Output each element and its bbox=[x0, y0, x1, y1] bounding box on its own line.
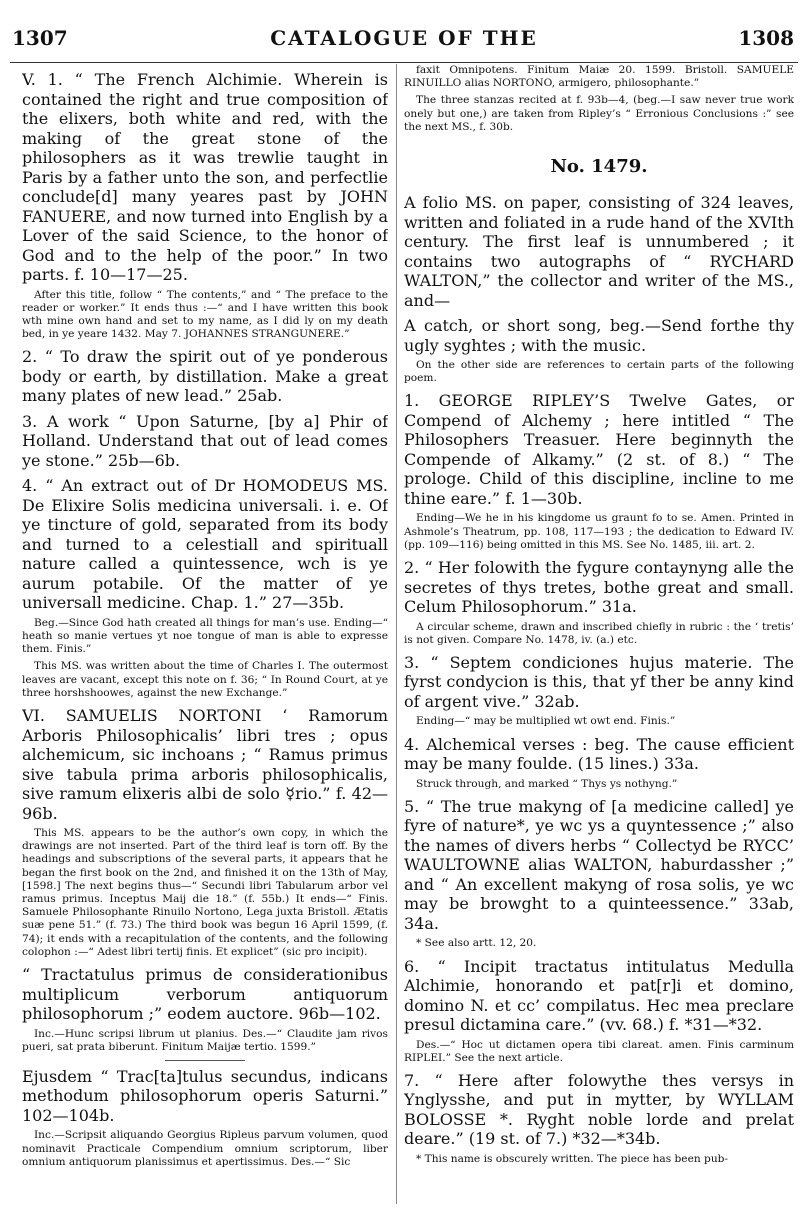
section-title: No. 1479. bbox=[550, 156, 648, 178]
item-2: 2. “ Her folowith the fygure contaynyng alle the secretes of thys tretes, bothe great and small. Celum Philosophorum.” 31a. bbox=[404, 558, 794, 617]
running-head: CATALOGUE OF THE bbox=[270, 26, 538, 50]
item-5: 5. “ The true makyng of [a medicine called] ye fyre of nature*, ye wc ys a quyntessence ;” also the names of divers herbs “ Collectyd be RYCC’ WAULTOWNE alias WALTON, haburdassher ;” and “ An excellent makyng of rosa solis, ye wc may be browght to a quinteessence.” 33ab, 34a. bbox=[404, 796, 794, 933]
item-4: 4. Alchemical verses : beg. The cause efficient may be many foulde. (15 lines.) 33a. bbox=[404, 734, 794, 774]
page-header bbox=[0, 0, 808, 52]
tractatulus-primus: “ Tractatulus primus de considerationibus multiplicum verborum antiquorum philosophorum ;” eodem auctore. 96b—102. bbox=[22, 965, 388, 1024]
note: A circular scheme, drawn and inscribed chiefly in rubric : the ‘ tretis’ is not given. Compare No. 1478, iv. (a.) etc. bbox=[404, 620, 794, 646]
note: faxit Omnipotens. Finitum Maiæ 20. 1599. Bristoll. SAMUELE RINUILLO alias NORTONO, armigero, philosophante.” bbox=[404, 64, 794, 90]
column-divider bbox=[396, 64, 397, 1204]
divider-rule bbox=[165, 1060, 245, 1061]
item-v-2: 2. “ To draw the spirit out of ye ponderous body or earth, by distillation. Make a great many plates of new lead.” 25ab. bbox=[22, 347, 388, 406]
item-vi: VI. SAMUELIS NORTONI ‘ Ramorum Arboris Philosophicalis’ libri tres ; opus alchemicum, sic inchoans ; “ Ramus primus sive tabula prima arboris philosophicalis, sive ramum elixeris albi de solo ☿rio.” f. 42—96b. bbox=[22, 706, 388, 823]
catch-entry: A catch, or short song, beg.—Send forthe thy ugly syghtes ; with the music. bbox=[404, 316, 794, 355]
note: * See also artt. 12, 20. bbox=[416, 937, 537, 950]
note: Ending—We he in his kingdome us graunt fo to se. Amen. Printed in Ashmole’s Theatrum, pp. 108, 117—193 ; the dedication to Edward IV. (pp. 109—116) being omitted in this MS. See No. 1485, iii. art. 2. bbox=[404, 512, 794, 551]
item-3: 3. “ Septem condiciones hujus materie. The fyrst condycion is this, that yf ther be anny kind of argent vive.” 32ab. bbox=[404, 652, 794, 711]
right-column bbox=[404, 64, 794, 1170]
header-rule bbox=[10, 62, 798, 63]
left-column bbox=[22, 64, 388, 1173]
note: Inc.—Hunc scripsi librum ut planius. Des.—“ Claudite jam rivos pueri, sat prata biberunt. Finitum Maijæ tertio. 1599.” bbox=[22, 1027, 388, 1053]
item-v-3: 3. A work “ Upon Saturne, [by a] Phir of Holland. Understand that out of lead comes ye stone.” 25b—6b. bbox=[22, 411, 388, 470]
note: Struck through, and marked “ Thys ys nothyng.” bbox=[416, 777, 678, 790]
item-1: 1. GEORGE RIPLEY’S Twelve Gates, or Compend of Alchemy ; here intitled “ The Philosophers Treasuer. Here beginnyth the Compende of Alkamy.” (2 st. of 8.) “ The prologe. Child of this discipline, incline to me thine eare.” f. 1—30b. bbox=[404, 391, 794, 508]
note: Ending—“ may be multiplied wt owt end. Finis.” bbox=[416, 715, 676, 728]
ms-description: A folio MS. on paper, consisting of 324 leaves, written and foliated in a rude hand of the XVIth century. The first leaf is unnumbered ; it contains two autographs of “ RYCHARD WALTON,” the collector and writer of the MS., and— bbox=[404, 193, 794, 310]
note: Des.—“ Hoc ut dictamen opera tibi clareat. amen. Finis carminum RIPLEI.” See the next article. bbox=[404, 1038, 794, 1064]
note: * This name is obscurely written. The piece has been pub- bbox=[416, 1152, 728, 1165]
note: This MS. appears to be the author’s own copy, in which the drawings are not inserted. Part of the third leaf is torn off. By the headings and subscriptions of the several parts, it appears that he began the first book on the 2nd, and finished it on the 13th of May, [1598.] The next begins thus—“ Secundi libri Tabularum arbor vel ramus primus. Inceptus Maij die 18.” (f. 55b.) It ends—“ Finis. Samuele Philosophante Rinuilo Nortono, Lega juxta Bristoll. Ætatis suæ pene 51.” (f. 73.) The third book was begun 16 April 1599, (f. 74); it ends with a recapitulation of the contents, and the following colophon :—“ Adest libri tertij finis. Et explicet” (sic pro incipit). bbox=[22, 827, 388, 958]
item-v-1: V. 1. “ The French Alchimie. Wherein is contained the right and true composition of the elixers, both white and red, with the making of the great stone of the philosophers as it was trewlie taught in Paris by a father unto the son, and perfectlie conclude[d] many yeares past by JOHN FANUERE, and now turned into English by a Lover of the said Science, to the honor of God and to the help of the poor.” In two parts. f. 10—17—25. bbox=[22, 70, 388, 284]
note: Inc.—Scripsit aliquando Georgius Ripleus parvum volumen, quod nominavit Practicale Compendium omnium scriptorum, liber omnium antiquorum planissimus et apertissimus. Des.—“ Sic bbox=[22, 1129, 388, 1168]
item-7: 7. “ Here after folowythe thes versys in Ynglysshe, and put in mytter, by WYLLAM BOLOSSE *. Ryght noble lorde and prelat deare.” (19 st. of 7.) *32—*34b. bbox=[404, 1070, 794, 1149]
note: The three stanzas recited at f. 93b—4, (beg.—I saw never true work onely but one,) are taken from Ripley’s “ Erronious Conclusions :” see the next MS., f. 30b. bbox=[404, 94, 794, 133]
page-number-left: 1307 bbox=[12, 26, 68, 50]
page-number-right: 1308 bbox=[738, 26, 794, 50]
note: On the other side are references to certain parts of the following poem. bbox=[404, 359, 794, 385]
note: This MS. was written about the time of Charles I. The outermost leaves are vacant, except this note on f. 36; “ In Round Court, at ye three horshshoowes, against the new Exchange.” bbox=[22, 660, 388, 699]
item-6: 6. “ Incipit tractatus intitulatus Medulla Alchimie, honorando et pat[r]i et domino, domino N. et cc’ compilatus. Hec mea preclare presul dictamina care.” (vv. 68.) f. *31—*32. bbox=[404, 956, 794, 1035]
tractatulus-secundus: Ejusdem “ Trac[ta]tulus secundus, indicans methodum philosophorum operis Saturni.” 102—104b. bbox=[22, 1066, 388, 1125]
note: After this title, follow “ The contents,” and “ The preface to the reader or worker.” It ends thus :—“ and I have written this book wth mine own hand and set to my name, as I did ly on my death bed, in ye yeare 1432. May 7. JOHANNES STRANGUNERE.” bbox=[22, 288, 388, 341]
item-v-4: 4. “ An extract out of Dr HOMODEUS MS. De Elixire Solis medicina universali. i. e. Of ye tincture of gold, separated from its body and turned to a celestiall and spirituall nature called a quintessence, wch is ye aurum potabile. Of the matter of ye universall medicine. Chap. 1.” 27—35b. bbox=[22, 476, 388, 613]
note: Beg.—Since God hath created all things for man’s use. Ending—“ heath so manie vertues yt noe tongue of man is able to expresse them. Finis.” bbox=[22, 616, 388, 656]
